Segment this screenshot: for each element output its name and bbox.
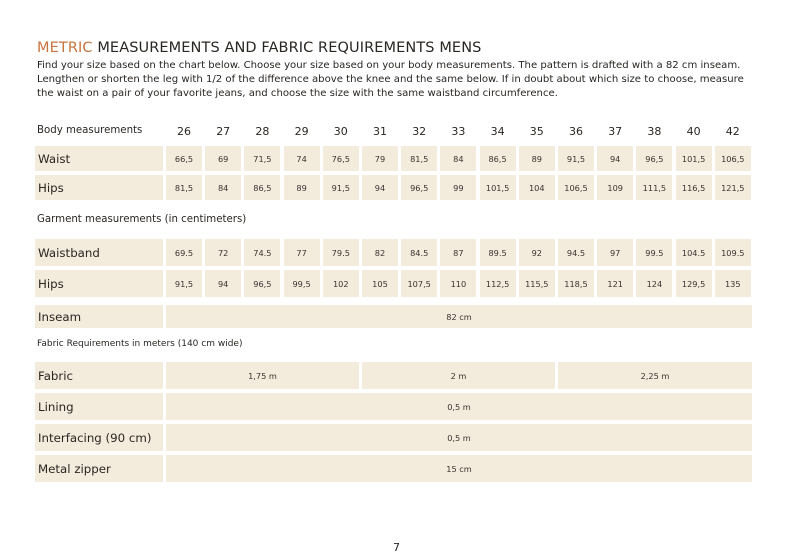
lining-value: 0,5 m (166, 393, 752, 420)
size-header-37: 37 (608, 125, 623, 138)
size-header-35: 35 (529, 125, 544, 138)
body-waist-cell: 101,5 (676, 146, 712, 171)
fabric-requirements-header: Fabric Requirements in meters (140 cm wide) (37, 339, 243, 349)
body-waist-cell: 94 (597, 146, 633, 171)
body-hips-cell: 89 (284, 175, 320, 200)
garment-hips-cell: 129,5 (676, 270, 712, 297)
size-header-33: 33 (451, 125, 466, 138)
size-header-34: 34 (490, 125, 505, 138)
garment-waistband-cell: 97 (597, 239, 633, 266)
garment-hips-cell: 115,5 (519, 270, 555, 297)
garment-hips-cell: 110 (440, 270, 476, 297)
body-waist-label: Waist (35, 146, 163, 171)
body-hips-cell: 84 (205, 175, 241, 200)
body-hips-cell: 109 (597, 175, 633, 200)
interfacing-label: Interfacing (90 cm) (35, 424, 163, 451)
inseam-label: Inseam (35, 305, 163, 328)
body-hips-cell: 111,5 (636, 175, 672, 200)
garment-waistband-label: Waistband (35, 239, 163, 266)
body-waist-cell: 96,5 (636, 146, 672, 171)
body-waist-cell: 86,5 (480, 146, 516, 171)
interfacing-value: 0,5 m (166, 424, 752, 451)
fabric-value-medium: 2 m (362, 362, 555, 389)
body-hips-cell: 86,5 (244, 175, 280, 200)
garment-hips-cell: 135 (715, 270, 751, 297)
body-hips-cell: 121,5 (715, 175, 751, 200)
garment-hips-cell: 124 (636, 270, 672, 297)
page-number: 7 (393, 541, 400, 554)
size-header-42: 42 (725, 125, 740, 138)
body-hips-cell: 81,5 (166, 175, 202, 200)
body-hips-cell: 101,5 (480, 175, 516, 200)
garment-waistband-cell: 99.5 (636, 239, 672, 266)
body-waist-cell: 79 (362, 146, 398, 171)
garment-waistband-cell: 77 (284, 239, 320, 266)
body-waist-cell: 69 (205, 146, 241, 171)
garment-waistband-cell: 74.5 (244, 239, 280, 266)
garment-hips-cell: 99,5 (284, 270, 320, 297)
garment-waistband-cell: 104.5 (676, 239, 712, 266)
garment-waistband-cell: 89.5 (480, 239, 516, 266)
body-waist-cell: 106,5 (715, 146, 751, 171)
body-hips-cell: 106,5 (558, 175, 594, 200)
size-header-40: 40 (686, 125, 701, 138)
body-waist-cell: 74 (284, 146, 320, 171)
title-accent: METRIC (37, 40, 93, 56)
garment-measurements-header: Garment measurements (in centimeters) (37, 214, 247, 225)
garment-hips-cell: 107,5 (401, 270, 437, 297)
size-header-31: 31 (373, 125, 387, 138)
size-header-38: 38 (647, 125, 662, 138)
lining-label: Lining (35, 393, 163, 420)
metal-zipper-label: Metal zipper (35, 455, 163, 482)
garment-waistband-cell: 79.5 (323, 239, 359, 266)
body-hips-label: Hips (35, 175, 163, 200)
size-header-29: 29 (294, 125, 309, 138)
garment-hips-cell: 118,5 (558, 270, 594, 297)
garment-waistband-cell: 92 (519, 239, 555, 266)
garment-hips-cell: 102 (323, 270, 359, 297)
page-title (37, 40, 481, 56)
body-hips-cell: 94 (362, 175, 398, 200)
garment-waistband-cell: 69.5 (166, 239, 202, 266)
garment-waistband-cell: 72 (205, 239, 241, 266)
size-header-27: 27 (216, 125, 231, 138)
fabric-value-large: 2,25 m (558, 362, 752, 389)
size-header-28: 28 (255, 125, 270, 138)
body-hips-cell: 116,5 (676, 175, 712, 200)
body-hips-cell: 99 (440, 175, 476, 200)
size-header-30: 30 (333, 125, 348, 138)
body-waist-cell: 66,5 (166, 146, 202, 171)
fabric-value-small: 1,75 m (166, 362, 359, 389)
body-waist-cell: 76,5 (323, 146, 359, 171)
garment-waistband-cell: 87 (440, 239, 476, 266)
size-header-26: 26 (177, 125, 191, 138)
inseam-value: 82 cm (166, 305, 752, 328)
body-hips-cell: 96,5 (401, 175, 437, 200)
garment-waistband-cell: 109.5 (715, 239, 751, 266)
garment-waistband-cell: 82 (362, 239, 398, 266)
body-waist-cell: 89 (519, 146, 555, 171)
size-header-32: 32 (412, 125, 427, 138)
fabric-label: Fabric (35, 362, 163, 389)
garment-hips-cell: 112,5 (480, 270, 516, 297)
garment-waistband-cell: 94.5 (558, 239, 594, 266)
intro-paragraph: Find your size based on the chart below. Choose your size based on your body measurements. The pattern is drafted with a 82 cm inseam. Lengthen or shorten the leg with 1/2 of the difference above the knee and the same below. If in doubt about which size to choose, measure the waist on a pair of your favorite jeans, and choose the size with the same waistband circumference. (37, 60, 744, 100)
body-hips-cell: 104 (519, 175, 555, 200)
body-waist-cell: 71,5 (244, 146, 280, 171)
garment-hips-cell: 94 (205, 270, 241, 297)
body-waist-cell: 91,5 (558, 146, 594, 171)
garment-hips-cell: 121 (597, 270, 633, 297)
garment-hips-cell: 105 (362, 270, 398, 297)
body-hips-cell: 91,5 (323, 175, 359, 200)
body-measurements-header: Body measurements (37, 125, 143, 136)
garment-hips-cell: 91,5 (166, 270, 202, 297)
garment-waistband-cell: 84.5 (401, 239, 437, 266)
title-rest: MEASUREMENTS AND FABRIC REQUIREMENTS MENS (92, 40, 482, 56)
size-header-36: 36 (569, 125, 583, 138)
garment-hips-cell: 96,5 (244, 270, 280, 297)
metal-zipper-value: 15 cm (166, 455, 752, 482)
body-waist-cell: 84 (440, 146, 476, 171)
garment-hips-label: Hips (35, 270, 163, 297)
body-waist-cell: 81,5 (401, 146, 437, 171)
